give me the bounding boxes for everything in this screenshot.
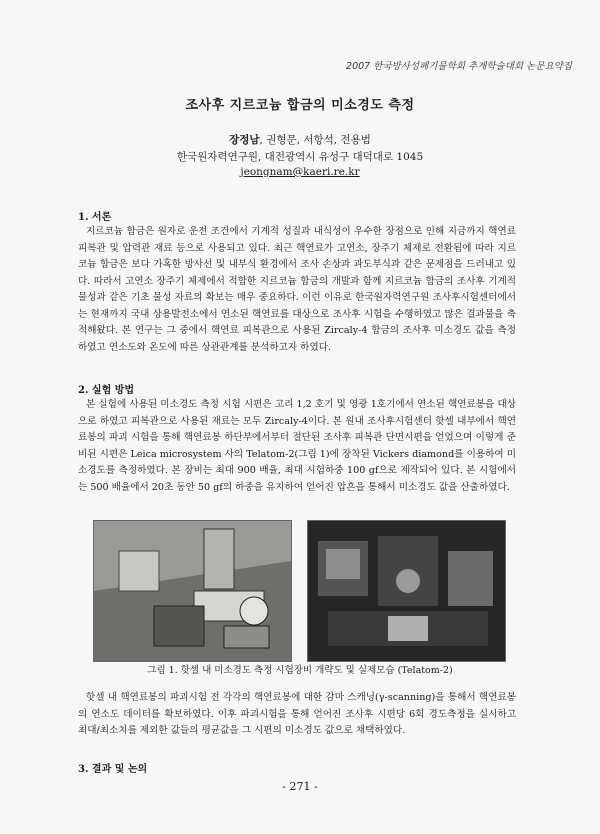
author-list bbox=[0, 132, 600, 147]
author-email: jeongnam@kaeri.re.kr bbox=[240, 166, 360, 178]
co-authors: , 권형문, 서항석, 전용범 bbox=[259, 134, 371, 146]
lead-author: 장정남 bbox=[229, 134, 260, 146]
figure-caption: 그림 1. 핫셀 내 미소경도 측정 시험장비 개략도 및 실제모습 (Telatom-2) bbox=[147, 665, 453, 676]
section-heading-results: 3. 결과 및 논의 bbox=[78, 764, 148, 775]
affiliation: 한국원자력연구원, 대전광역시 유성구 대덕대로 1045 bbox=[176, 151, 424, 163]
intro-paragraph: 지르코늄 합금은 원자로 운전 조건에서 기계적 성질과 내식성이 우수한 장점으로 인해 지금까지 핵연료 피복관 및 압력관 재료 등으로 사용되고 있다. 최근 핵연료가 고연소, 장주기 체제로 전환됨에 따라 지르코늄 합금은 보다 가혹한 방사선 및 내부식 환경에서 조사 손상과 과도부식과 같은 문제점을 드러내고 있다. 따라서 고연소 장주기 체제에서 적합한 지르코늄 합금의 개발과 함께 지르코늄 합금의 조사후 기계적 물성과 같은 기초 물성 자료의 확보는 매우 중요하다. 이런 이유로 한국원자력연구원 조사후시험센터에서는 현재까지 국내 상용발전소에서 연소된 핵연료를 대상으로 조사후 시험을 수행하였고 많은 결과물을 축적해왔다. 본 연구는 그 중에서 핵연료 피복관으로 사용된 Zircaly-4 합금의 조사후 미소경도 값을 측정하였고 연소도와 온도에 따른 상관관계를 분석하고자 하였다. bbox=[78, 226, 516, 353]
paper-title: 조사후 지르코늄 합금의 미소경도 측정 bbox=[185, 98, 415, 113]
page-number: - 271 - bbox=[282, 780, 318, 793]
section-heading-intro: 1. 서론 bbox=[78, 212, 112, 223]
equipment-schematic-image bbox=[93, 520, 292, 662]
equipment-photo bbox=[307, 520, 506, 662]
conference-header: 2007 한국방사성폐기물학회 추계학술대회 논문요약집 bbox=[346, 61, 572, 72]
methods-paragraph-1: 본 실험에 사용된 미소경도 측정 시험 시편은 고리 1,2 호기 및 영광 1호기에서 연소된 핵연료봉을 대상으로 하였고 피복관으로 사용된 재료는 모두 Zircaly-4이다. 본 원내 조사후시험센터 핫셀 내부에서 핵연료봉의 파괴 시험을 통해 핵연료봉 하단부에서부터 절단된 조사후 피복관 단면시편을 얻었으며 이렇게 준비된 시편은 Leica microsystem 사의 Telatom-2(그림 1)에 장착된 Vickers diamond를 이용하여 미소경도를 측정하였다. 본 장비는 최대 900 배율, 최대 시험하중 100 gf으로 제작되어 있다. 본 시험에서는 500 배율에서 20초 동안 50 gf의 하중을 유지하여 얻어진 압흔을 통해서 미소경도 값을 산출하였다. bbox=[78, 399, 516, 493]
section-heading-methods: 2. 실험 방법 bbox=[78, 385, 135, 396]
methods-paragraph-2: 핫셀 내 핵연료봉의 파괴시험 전 각각의 핵연료봉에 대한 감마 스캐닝(γ-scanning)을 통해서 핵연료봉의 연소도 데이터를 확보하였다. 이후 파괴시험을 통해 얻어진 조사후 시편당 6회 경도측정을 실시하고 최대/최소치를 제외한 값들의 평균값을 그 시편의 미소경도 값으로 채택하였다. bbox=[78, 692, 516, 736]
figure-1 bbox=[93, 520, 504, 660]
